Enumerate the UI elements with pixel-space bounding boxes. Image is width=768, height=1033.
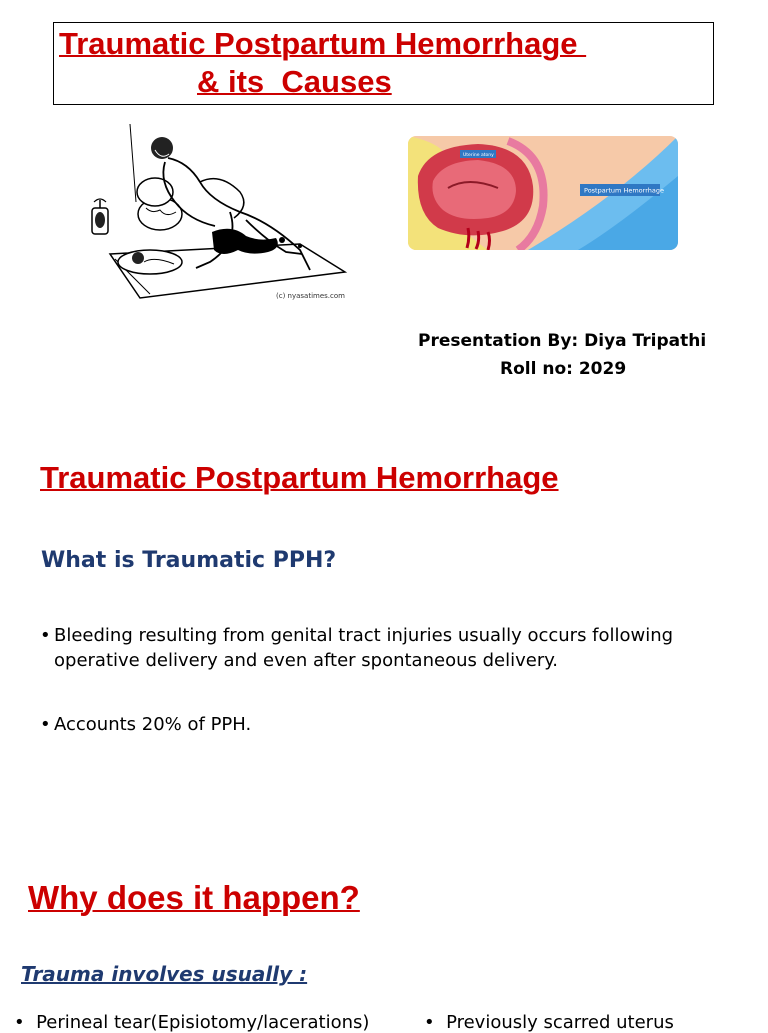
illustration-drawing xyxy=(70,122,350,304)
postpartum-woman-illustration xyxy=(70,122,350,304)
bullet-dot: • xyxy=(40,714,51,735)
section-subtitle: What is Traumatic PPH? xyxy=(41,548,337,573)
roll-number: Roll no: 2029 xyxy=(500,359,627,379)
slide-title-line-1: Traumatic Postpartum Hemorrhage xyxy=(59,26,587,61)
bullet-item xyxy=(40,623,730,673)
section-subtitle: Trauma involves usually : xyxy=(21,962,308,986)
bullet-text-line-1: Bleeding resulting from genital tract injuries usually occurs following xyxy=(54,625,674,646)
section-title: Why does it happen? xyxy=(28,879,360,916)
uterus-hemorrhage-diagram xyxy=(408,136,678,250)
anatomy-drawing xyxy=(408,136,678,250)
title-box xyxy=(53,22,714,105)
presenter-name: Presentation By: Diya Tripathi xyxy=(418,331,707,351)
bullet-item xyxy=(40,712,730,737)
cause-item xyxy=(14,1012,369,1033)
image-credit: (c) nyasatimes.com xyxy=(276,292,345,300)
section-title: Traumatic Postpartum Hemorrhage xyxy=(40,460,559,495)
bullet-text-line-1: Accounts 20% of PPH. xyxy=(54,714,252,735)
slide-title-line-2: & its Causes xyxy=(197,64,392,99)
cause-text: Previously scarred uterus xyxy=(446,1012,674,1033)
bullet-text-line-2: operative delivery and even after spontaneous delivery. xyxy=(54,650,559,671)
diagram-small-label: Uterine atony xyxy=(463,153,494,158)
bullet-dot: • xyxy=(424,1012,447,1033)
bullet-dot: • xyxy=(14,1012,37,1033)
diagram-label: Postpartum Hemorrhage xyxy=(584,186,664,195)
bullet-dot: • xyxy=(40,625,51,646)
cause-text: Perineal tear(Episiotomy/lacerations) xyxy=(36,1012,370,1033)
cause-item xyxy=(424,1012,674,1033)
